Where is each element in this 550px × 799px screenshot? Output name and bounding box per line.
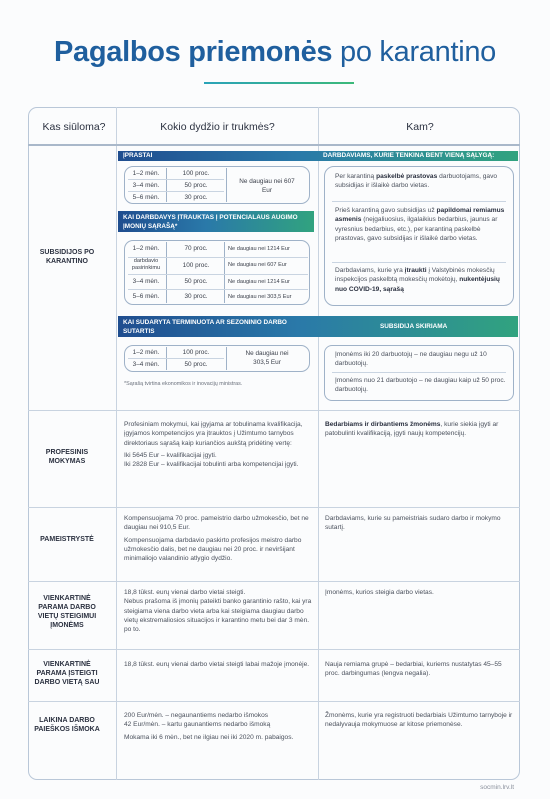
row-label-vienkartine-sau: VIENKARTINĖ PARAMA ĮSTEIGTI DARBO VIETĄ SAU <box>34 661 100 687</box>
header-kas-siuloma: Kas siūloma? <box>42 121 106 133</box>
header-kokio-dydzio: Kokio dydžio ir trukmės? <box>160 121 275 133</box>
row-label-subsidijos: SUBSIDIJOS PO KARANTINO <box>39 249 95 266</box>
laikina-ismoka-target: Žmonėms, kurie yra registruoti bedarbiais Užimtumo tarnyboje ir nedalyvauja mokymuose ar kitose priemonėse. <box>325 712 513 729</box>
row-label-profesinis: PROFESINIS MOKYMAS <box>45 449 89 466</box>
page-title: Pagalbos priemonės po karantino <box>53 36 497 68</box>
vienkartine-imonems-target: Įmonėms, kurios steigia darbo vietas. <box>325 589 434 596</box>
condition-1: Per karantiną paskelbė prastovas darbuotojams, gavo subsidijas ir išlaikė darbo vietas. <box>335 173 498 190</box>
bar-terminuota-sutartis: KAI SUDARYTA TERMINUOTA AR SEZONINIO DARBO SUTARTIS SUBSIDIJA SKIRIAMA <box>118 316 518 337</box>
profesinis-description: Profesiniam mokymui, kai įgyjama ar tobulinama kvalifikacija, įgyjamos kompetencijos yra įtrauktos į Užimtumo tarnybos direktoriaus sąrašą kaip kuriančios aukštą pridėtinę vertę: Iki 5645 Eur – kvalifikacijai įgyti. Iki 2828 Eur – kvalifikacijai tobulinti arba kompetencijai įgyti. <box>124 421 303 469</box>
bar-iprastai: ĮPRASTAI DARBDAVIAMS, KURIE TENKINA BENT VIENĄ SĄLYGĄ: <box>118 151 518 161</box>
pameistryste-target: Darbdaviams, kurie su pameistriais sudaro darbo ir mokymo sutartį. <box>325 515 501 532</box>
profesinis-target: Bedarbiams ir dirbantiems žmonėms, kurie siekia įgyti ar patobulinti kvalifikaciją, įgyti naujų kompetencijų. <box>325 421 499 438</box>
pameistryste-description: Kompensuojama 70 proc. pameistrio darbo užmokesčio, bet ne daugiau nei 910,5 Eur. Kompensuojama darbdavio paskirto profesijos meistro darbo užmokesčio dalis, bet ne daugiau nei 20 proc. ir neviršijant minimaliojo valandinio atlygio dydžio. <box>124 515 309 563</box>
footnote: *Sąrašą tvirtina ekonomikos ir inovacijų ministras. <box>124 381 243 387</box>
header-kam: Kam? <box>406 121 434 133</box>
title-underline <box>204 82 354 84</box>
condition-3: Darbdaviams, kurie yra įtraukti į Valstybinės mokesčių inspekcijos paskelbtą mokesčių mokėtojų, nukentėjusių nuo COVID-19, sąrašą <box>335 267 500 293</box>
laikina-ismoka-description: 200 Eur/mėn. – negaunantiems nedarbo išmokos 42 Eur/mėn. – kartu gaunantiems nedarbo išmoką Mokama iki 6 mėn., bet ne ilgiau nei iki 2020 m. pabaigos. <box>124 712 294 741</box>
grant-2: Įmonėms nuo 21 darbuotojo – ne daugiau kaip už 50 proc. darbuotojų. <box>335 377 506 394</box>
footer-url: socmin.lrv.lt <box>480 784 514 791</box>
vienkartine-sau-target: Nauja remiama grupė – bedarbiai, kuriems nustatytas 45–55 proc. darbingumas (lengva negalia). <box>325 661 502 678</box>
row-label-pameistryste: PAMEISTRYSTĖ <box>40 536 94 543</box>
vienkartine-sau-description: 18,8 tūkst. eurų vienai darbo vietai steigti labai mažoje įmonėje. <box>124 661 310 668</box>
vienkartine-imonems-description: 18,8 tūkst. eurų vienai darbo vietai steigti. Nebus prašoma iš įmonių pateikti banko garantinio rašto, kai yra steigiama viena darbo vieta arba kai steigiama daugiau darbo vietų ekstremaliosios situacijos ir karantino metu bei dar 3 mėn. po to. <box>124 589 312 634</box>
condition-2: Prieš karantiną gavo subsidijas už papildomai remiamus asmenis (neįgaliuosius, ilgalaikius bedarbius, jaunus ar vyresnius bedarbius, etc.), per karantiną paskelbė prastovas, gavo subsidijas ir išlaikė darbo vietas. <box>335 207 505 243</box>
grant-1: Įmonėms iki 20 darbuotojų – ne daugiau negu už 10 darbuotojų. <box>335 351 487 368</box>
row-label-vienkartine-imonems: VIENKARTINĖ PARAMA DARBO VIETŲ STEIGIMUI ĮMONĖMS <box>37 595 97 630</box>
row-label-laikina-ismoka: LAIKINA DARBO PAIEŠKOS IŠMOKA <box>34 717 100 734</box>
bar-potencialaus-augimo: KAI DARBDAVYS ĮTRAUKTAS Į POTENCIALAUS AUGIMO ĮMONIŲ SĄRAŠĄ* <box>118 211 314 232</box>
